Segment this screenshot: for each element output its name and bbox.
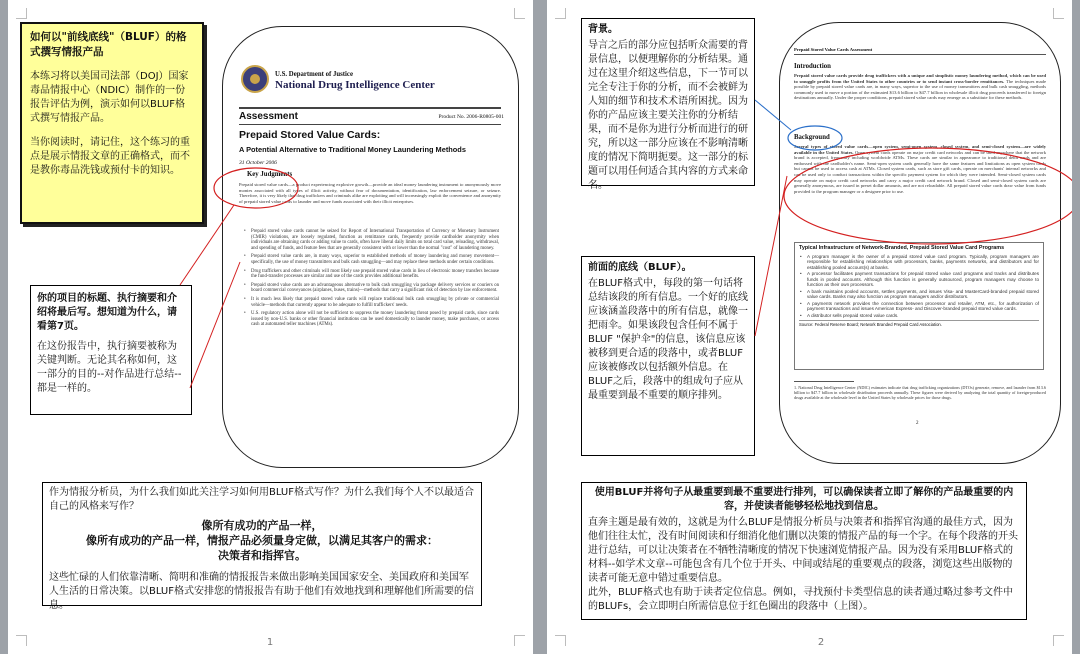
background-bluf: Several types of stored value cards—open system, semi-open system, closed system, and semi-closed system—are widely available in the United States. xyxy=(794,144,1046,155)
page-number: 1 xyxy=(266,637,274,648)
crop-mark xyxy=(514,635,525,646)
background-note xyxy=(581,18,755,191)
judgment-bullet: • It is much less likely that prepaid stored value cards will replace traditional bulk cash smuggling by private or commercial vehicle—methods that currently appear to be adequate to fulfill traffickers' needs. xyxy=(243,297,499,308)
summary-heading: 使用BLUF并将句子从最重要到最不重要进行排列，可以确保读者立即了解你的产品最重要的内容，并使读者能够轻松地找到信息。 xyxy=(594,487,1014,512)
introduction-bluf: Prepaid stored value cards provide drug traffickers with a unique and simplistic money laundering method, which can be used to smuggle profits from the United States to other countries or to send instant cross-border remittances. xyxy=(794,73,1046,84)
report-page-thumbnail xyxy=(222,26,519,468)
judgment-bullet: • U.S. regulatory action alone will not be sufficient to suppress the money laundering threat posed by prepaid cards, since cards issued by non-U.S. banks or other financial institutions can be used domestically to launder money, make purchases, or access cash at automated teller machines (ATMs). xyxy=(243,311,499,328)
summary-paragraph: 此外，BLUF格式也有助于读者定位信息。例如，寻找预付卡类型信息的读者通过略过参考文件中的BLUFs，会立即明白所需信息位于红色圈出的段落中（上图）。 xyxy=(588,587,1014,612)
key-judgments-heading: Key Judgments xyxy=(247,171,293,178)
footnote-rule xyxy=(794,381,854,382)
running-header: Prepaid Stored Value Cards Assessment xyxy=(794,47,873,52)
crop-mark xyxy=(1053,635,1064,646)
section-label: Assessment xyxy=(239,111,298,122)
center-name: National Drug Intelligence Center xyxy=(275,79,435,91)
rationale-question: 作为情报分析员，为什么我们如此关注学习如何用BLUF格式写作？为什么我们每个人不以最适合自己的风格来写作？ xyxy=(49,487,475,512)
emphasis-line: 像所有成功的产品一样，情报产品必须量身定做，以满足其客户的需求： xyxy=(86,534,438,547)
key-judgments-paragraph: Prepaid stored value cards—a product experiencing explosive growth—provide an ideal money laundering instrument to anonymously move monies associated with all types of illicit activity, without fear of documentation, identification, law enforcement seizure, or seizure. Therefore, it is very likely that drug traffickers and criminals alike are exploiting and will increasingly exploit the convenience and anonymity of prepaid stored value cards to launder and move funds associated with their illicit enterprises. xyxy=(239,182,501,204)
rationale-closing: 这些忙碌的人们依靠清晰、简明和准确的情报报告来做出影响美国国家安全、美国政府和美国军人生活的日常决策。以BLUF格式安排您的情报报告有助于他们有效地找到和理解他们所需要的信息。 xyxy=(49,572,475,611)
sidebar-item: • A bank maintains pooled accounts, settles payments, and issues Visa- and MasterCard-branded prepaid stored value cards. Banks may also function as program managers and/or distributors. xyxy=(799,289,1039,300)
page-number: 2 xyxy=(817,637,825,648)
document-page-1 xyxy=(8,0,533,654)
note-paragraph: 在BLUF格式中，每段的第一句话将总结该段的所有信息。一个好的底线应该涵盖段落中的所有信息，就像一把雨伞。如果该段包含任何不属于BLUF "保护伞"的信息，该信息应该被移到更合适的段落中，或者BLUF应该被修改以包括额外信息。在BLUF之后，段落中的组成句子应从最重要到最不重要的顺序排列。 xyxy=(588,278,748,401)
report-page-thumbnail xyxy=(779,22,1061,464)
header-rule xyxy=(239,107,501,109)
summary-paragraph: 直奔主题是最有效的，这就是为什么BLUF是情报分析员与决策者和指挥官沟通的最佳方式，因为他们往往太忙，没有时间阅读和仔细消化他们删以决策的情报产品的每一个字。在每个段落的开头进行总结，可以让决策者在不牺牲清晰度的情况下快速浏览情报产品。因为没有采用BLUF格式的材料--如学术文章--可能包含有几个位于开头、中间或结尾的重要观点的段落，浏览这些出版物的读者可能无意中错过重要信息。 xyxy=(588,517,1018,584)
infrastructure-sidebar xyxy=(794,242,1044,370)
emphasis-line: 决策者和指挥官。 xyxy=(218,549,306,562)
rationale-emphasis xyxy=(49,518,475,563)
product-number: Product No. 2006-R0805-001 xyxy=(438,114,504,120)
introduction-body: The techniques made possible by prepaid stored value cards are, in many ways, superior to the use of money transmitters and bulk cash smuggling, methods commonly used to move a portion of the estimated $13.6 billion to $47.7 billion in wholesale illicit drug proceeds transferred to foreign destinations annually. Under the proper conditions, prepaid stored value cards may emerge as a substitute for these methods. xyxy=(794,78,1047,101)
judgment-bullet: • Prepaid stored value cards are an advantageous alternative to bulk cash smuggling via package delivery services or couriers on board commercial conveyances (airplanes, buses, trains)—methods that carry a significant risk of detection by law enforcement. xyxy=(243,283,499,294)
bluf-rationale-note xyxy=(42,482,482,611)
judgment-bullet: • Prepaid stored value cards are, in many ways, superior to established methods of money laundering and money movement—specifically, the use of money transmitters and bulk cash smuggling—and may replace these methods under certain conditions. xyxy=(243,254,499,265)
document-page-2 xyxy=(547,0,1072,654)
note-paragraph: 导言之后的部分应包括听众需要的背景信息，以便理解你的分析结果。通过在这里介绍这些信息，下一节可以完全专注于你的分析，而不会被鲜为人知的细节和技术术语所困扰。因为你的产品应该主要关注你的分析结果，而不是你为进行分析而进行的研究，所以这一部分应该在不影响清晰度的情况下简明扼要。这一部分的标题可以用任何适合其内容的方式来命名。 xyxy=(588,40,748,191)
judgment-bullet: • Drug traffickers and other criminals will most likely use prepaid stored value cards in lieu of electronic money transfers because the fund-transfer processes are similar and use of the cards provides additional benefits. xyxy=(243,269,499,280)
sidebar-item: • A distributor sells prepaid stored value cards. xyxy=(799,313,1039,318)
footnote: 1. National Drug Intelligence Center (NDIC) estimates indicate that drug trafficking organizations (DTOs) generate, remove, and launder from $13.6 billion to $47.7 billion in wholesale distribution proceeds annually. These figures were derived by analyzing the total quantity of foreign-produced drugs available at the wholesale level in the United States by wholesale prices for those drugs. xyxy=(794,385,1046,400)
report-title: Prepaid Stored Value Cards: xyxy=(239,129,381,141)
report-subtitle: A Potential Alternative to Traditional Money Laundering Methods xyxy=(239,145,466,154)
doj-seal-icon xyxy=(241,65,269,93)
bluf-note xyxy=(581,256,755,456)
sidebar-item: • A payments network provides the connection between processor and retailer, ATM, etc., for authorization of payment transactions and issues American Express- and Discover-branded prepaid stored value cards. xyxy=(799,301,1039,312)
sidebar-item: • A program manager is the owner of a prepaid stored value card program. Typically, program managers are responsible for establishing relationships with processors, banks, payments networks, and distributors and for establishing pooled account(s) at banks. xyxy=(799,254,1039,270)
agency-name: U.S. Department of Justice xyxy=(275,71,353,78)
crop-mark xyxy=(514,8,525,19)
background-paragraph xyxy=(794,144,1046,194)
crop-mark xyxy=(555,635,566,646)
crop-mark xyxy=(16,635,27,646)
key-judgments-note xyxy=(30,285,192,415)
crop-mark xyxy=(16,8,27,19)
sidebar-item: • A processor facilitates payment transactions for prepaid stored value card programs and tracks and distributes funds in pooled accounts. Although this function is generally outsourced, program managers may choose to function as their own processors. xyxy=(799,271,1039,287)
header-rule xyxy=(794,54,1046,55)
background-body: Open system cards operate on major credit card networks and can be used anywhere that the network brand is accepted, frequently including worldwide ATMs. These cards are similar in appearance to traditional debit cards and are embossed with the cardholder's name. Semi-open system cards generally have the same features and limitations as open system cards but cannot be used to access cash at ATMs. Closed system cards, such as store gift cards, operate on merchants' internal networks and can be used only to conduct transactions within the specific payment system for which they were intended. Semi-closed system cards may operate on major credit card networks and carry a major credit card network brand. Closed and semi-closed system cards are generally anonymous, are issued in preset dollar amounts, and are not reloadable. All prepaid stored value cards draw value from funds provided to the program manager or a designee prior to use. xyxy=(794,149,1046,194)
note-heading: 背景。 xyxy=(588,24,618,35)
emphasis-line: 像所有成功的产品一样， xyxy=(201,519,323,532)
crop-mark xyxy=(1053,8,1064,19)
report-page-number: 2 xyxy=(916,421,919,426)
background-heading: Background xyxy=(794,134,830,141)
key-judgments-bullets xyxy=(243,229,499,331)
judgment-bullet: • Prepaid stored value cards cannot be seized for Report of International Transportation of Currency or Monetary Instrument (CMIR) violations, are loosely regulated, function as remittance cards, frequently provide cardholder anonymity when individuals are obtaining cards or adding value to cards, often have liberal daily limits on total card value, reloading, withdrawal, and spending of funds, and feature fees that are generally consistent with or lower than the normal "cost" of laundering money. xyxy=(243,229,499,251)
sidebar-title: Typical Infrastructure of Network-Branded, Prepaid Stored Value Card Programs xyxy=(799,245,1005,251)
note-paragraph: 在这份报告中，执行摘要被称为关键判断。无论其名称如何，这一部分的目的--对作品进行总结--都是一样的。 xyxy=(37,341,182,394)
introduction-paragraph xyxy=(794,73,1046,101)
callout-paragraph: 本练习将以美国司法部（DOJ）国家毒品情报中心（NDIC）制作的一份报告评估为例，演示如何以BLUF格式撰写情报产品。 xyxy=(30,71,189,124)
sidebar-source: Source: Federal Reserve Board; Network Branded Prepaid Card Association. xyxy=(799,320,1039,327)
bluf-summary-note xyxy=(581,482,1027,620)
callout-paragraph: 当你阅读时，请记住，这个练习的重点是展示情报文章的正确格式，而不是教你毒品洗钱或预付卡的知识。 xyxy=(30,137,190,176)
intro-callout xyxy=(20,22,204,224)
crop-mark xyxy=(555,8,566,19)
note-heading: 你的项目的标题、执行摘要和介绍将最后写。想知道为什么，请看第7页。 xyxy=(37,293,177,332)
callout-title: 如何以"前线底线"（BLUF）的格式撰写情报产品 xyxy=(30,31,187,58)
report-date: 31 October 2006 xyxy=(239,160,277,166)
introduction-heading: Introduction xyxy=(794,63,831,70)
header-rule xyxy=(239,124,501,125)
note-heading: 前面的底线（BLUF）。 xyxy=(588,262,692,273)
